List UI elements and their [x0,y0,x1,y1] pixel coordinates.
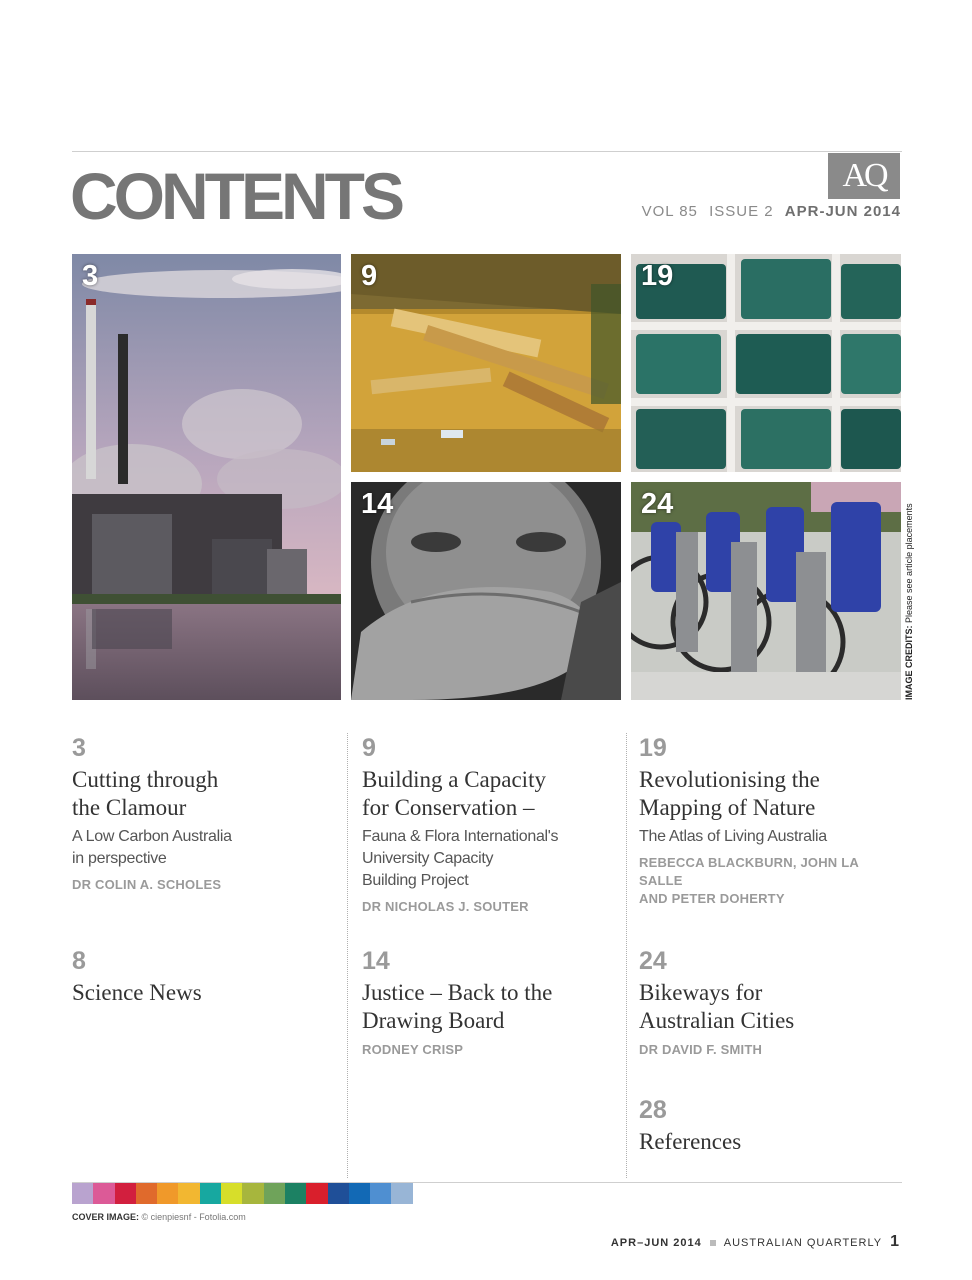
article-entry-bikeways[interactable] [639,946,889,1059]
photo-number: 9 [361,260,378,292]
footer-magazine: AUSTRALIAN QUARTERLY [723,1237,883,1249]
color-swatch [370,1183,391,1204]
issue-label: ISSUE 2 [709,203,774,220]
issue-date: APR-JUN 2014 [784,203,901,220]
article-title[interactable]: References [639,1129,742,1154]
cover-image-credit [72,1212,246,1222]
article-title[interactable]: Science News [72,980,202,1005]
article-page-number: 19 [639,734,667,762]
article-subtitle [362,826,612,892]
article-entry-revolutionising[interactable] [639,733,901,908]
article-author-line: REBECCA BLACKBURN, JOHN LA SALLE [639,855,859,888]
article-page-number: 8 [72,947,86,975]
image-credits-label: IMAGE CREDITS: [904,625,914,700]
article-subtitle-line: University Capacity [362,850,494,867]
article-title-line: Mapping of Nature [639,795,816,820]
color-swatch [391,1183,412,1204]
article-title-line: Australian Cities [639,1008,795,1033]
square-bullet-icon [710,1240,716,1246]
column-divider-left [347,733,348,1178]
article-author: RODNEY CRISP [362,1042,464,1057]
volume-label: VOL 85 [641,203,698,220]
article-title[interactable] [639,766,901,822]
forest-timber-image [351,254,621,472]
article-subtitle-line: A Low Carbon Australia [72,828,232,845]
photo-number: 3 [82,260,99,292]
footer-date: APR–JUN 2014 [610,1237,702,1249]
page-footer [611,1233,900,1251]
photo-number: 14 [361,488,394,520]
article-entry-references[interactable] [639,1095,889,1156]
article-author: DR DAVID F. SMITH [639,1042,763,1057]
article-title[interactable] [362,766,612,822]
article-title-line: Revolutionising the [639,767,820,792]
article-entry-cutting-through[interactable] [72,733,322,894]
color-swatch [306,1183,327,1204]
photo-beetle-specimens[interactable] [631,254,901,472]
article-page-number: 14 [362,947,390,975]
top-rule [72,151,902,152]
color-swatch [285,1183,306,1204]
article-title-line: Drawing Board [362,1008,505,1033]
photo-woman-covering-mouth[interactable] [351,482,621,700]
article-author [639,854,901,908]
cover-credit-label: COVER IMAGE: [72,1212,140,1222]
image-credits-text: Please see article placements [904,503,914,623]
column-divider-right [626,733,627,1178]
page-number: 1 [890,1233,900,1250]
color-swatch-bar [72,1183,413,1204]
article-subtitle-line: Fauna & Flora International's [362,828,559,845]
color-swatch [328,1183,349,1204]
power-station-image [72,254,341,700]
article-title-line: Cutting through [72,767,219,792]
article-title-line: the Clamour [72,795,187,820]
article-entry-science-news[interactable] [72,946,322,1007]
page-title: CONTENTS [70,159,401,233]
color-swatch [157,1183,178,1204]
photo-number: 19 [641,260,674,292]
article-author: DR NICHOLAS J. SOUTER [362,899,529,914]
article-entry-building-capacity[interactable] [362,733,612,916]
color-swatch [72,1183,93,1204]
color-swatch [349,1183,370,1204]
photo-forest-timber[interactable] [351,254,621,472]
article-subtitle [72,826,322,870]
color-swatch [136,1183,157,1204]
article-title-line: Justice – Back to the [362,980,553,1005]
aq-logo: AQ [828,153,900,199]
article-title-line: Building a Capacity [362,767,546,792]
article-title-line: Bikeways for [639,980,763,1005]
photo-share-bikes[interactable] [631,482,901,700]
article-entry-justice[interactable] [362,946,612,1059]
article-subtitle: The Atlas of Living Australia [639,828,827,845]
article-page-number: 9 [362,734,376,762]
photo-power-station[interactable] [72,254,341,700]
article-title[interactable] [72,766,322,822]
color-swatch [115,1183,136,1204]
color-swatch [178,1183,199,1204]
article-page-number: 3 [72,734,86,762]
article-subtitle-line: in perspective [72,850,167,867]
article-author-line: AND PETER DOHERTY [639,891,785,906]
article-page-number: 24 [639,947,667,975]
article-title-line: for Conservation – [362,795,535,820]
color-swatch [264,1183,285,1204]
photo-number: 24 [641,488,674,520]
article-page-number: 28 [639,1096,667,1124]
article-author: DR COLIN A. SCHOLES [72,877,222,892]
article-title[interactable] [639,979,889,1035]
color-swatch [242,1183,263,1204]
article-title[interactable] [362,979,612,1035]
cover-credit-text: © cienpiesnf - Fotolia.com [141,1212,246,1222]
color-swatch [200,1183,221,1204]
article-subtitle-line: Building Project [362,872,469,889]
color-swatch [221,1183,242,1204]
image-credits [904,503,914,700]
issue-line [642,203,901,220]
color-swatch [93,1183,114,1204]
